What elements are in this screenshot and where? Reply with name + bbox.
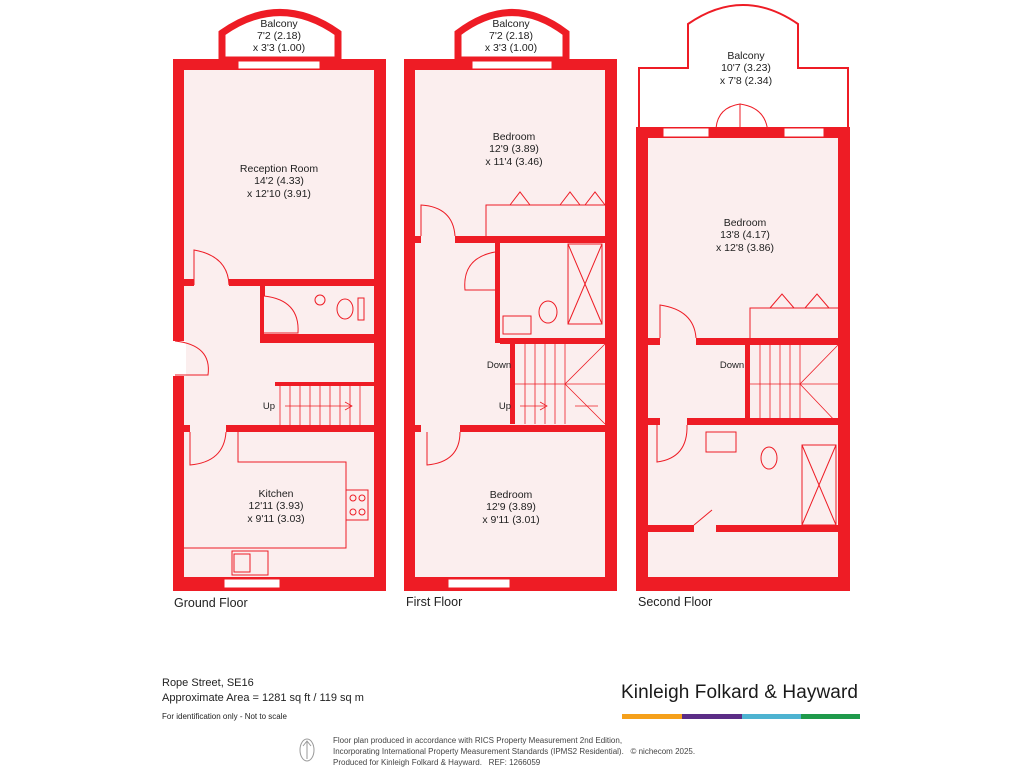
ground-bottom-window xyxy=(224,579,280,588)
kitchen-name: Kitchen xyxy=(258,488,294,500)
footer-line-2: Incorporating International Property Measurement Standards (IPMS2 Residential). xyxy=(333,747,624,756)
second-floor-plan xyxy=(636,5,850,609)
first-balcony-dim1: 7'2 (2.18) xyxy=(488,30,534,42)
second-floor-title: Second Floor xyxy=(638,595,713,609)
second-bedroom-name: Bedroom xyxy=(723,217,767,229)
kitchen-dim1: 12'11 (3.93) xyxy=(248,500,304,512)
ground-floor-plan xyxy=(170,13,386,611)
brand-bar-blue xyxy=(742,714,801,719)
nichecom-logo-icon xyxy=(298,737,316,763)
first-bedroom-1-dim2: x 11'4 (3.46) xyxy=(485,156,543,168)
first-balcony-name: Balcony xyxy=(492,18,530,30)
reception-room-dim2: x 12'10 (3.91) xyxy=(247,188,311,200)
ground-balcony-dim1: 7'2 (2.18) xyxy=(256,30,302,42)
property-address: Rope Street, SE16 xyxy=(162,677,254,689)
first-stair-down-label: Down xyxy=(486,360,512,371)
first-stair-up-label: Up xyxy=(498,401,512,412)
footer-disclaimer xyxy=(333,735,695,768)
ground-balcony-dim2: x 3'3 (1.00) xyxy=(252,42,306,54)
reception-room-dim1: 14'2 (4.33) xyxy=(254,175,304,187)
property-area: Approximate Area = 1281 sq ft / 119 sq m xyxy=(162,692,364,704)
second-bedroom-dim1: 13'8 (4.17) xyxy=(720,229,770,241)
property-info xyxy=(162,676,364,724)
first-bedroom-1-name: Bedroom xyxy=(492,131,536,143)
first-floor-title: First Floor xyxy=(406,595,463,609)
first-bedroom-2-dim1: 12'9 (3.89) xyxy=(486,501,536,513)
footer-line-3: Produced for Kinleigh Folkard & Hayward. xyxy=(333,758,482,767)
ground-balcony-name: Balcony xyxy=(260,18,298,30)
reception-room-name: Reception Room xyxy=(239,163,319,175)
second-balcony-dim2: x 7'8 (2.34) xyxy=(719,75,773,87)
ground-top-window xyxy=(238,61,320,69)
second-balcony-name: Balcony xyxy=(727,50,765,62)
first-bedroom-2-dim2: x 9'11 (3.01) xyxy=(482,514,540,526)
footer-line-1: Floor plan produced in accordance with RICS Property Measurement 2nd Edition, xyxy=(333,736,623,745)
footer-ref: REF: 1266059 xyxy=(488,758,541,767)
kitchen-dim2: x 9'11 (3.03) xyxy=(247,513,305,525)
ground-stair-up-label: Up xyxy=(262,401,276,412)
first-bedroom-1-dim1: 12'9 (3.89) xyxy=(489,143,539,155)
second-balcony-dim1: 10'7 (3.23) xyxy=(721,62,771,74)
footer-copyright: © nichecom 2025. xyxy=(630,747,696,756)
second-stair-down-label: Down xyxy=(719,360,745,371)
first-balcony-dim2: x 3'3 (1.00) xyxy=(484,42,538,54)
first-floor-plan xyxy=(404,13,617,610)
brand-bar-green xyxy=(801,714,860,719)
brand-bar-orange xyxy=(622,714,682,719)
scale-note: For identification only - Not to scale xyxy=(162,712,287,721)
second-bedroom-dim2: x 12'8 (3.86) xyxy=(715,242,775,254)
brand-bar-purple xyxy=(682,714,742,719)
second-interior xyxy=(648,138,838,577)
first-bedroom-2-name: Bedroom xyxy=(489,489,533,501)
brand-logo-text: Kinleigh Folkard & Hayward xyxy=(621,682,859,703)
ground-floor-title: Ground Floor xyxy=(174,596,248,610)
